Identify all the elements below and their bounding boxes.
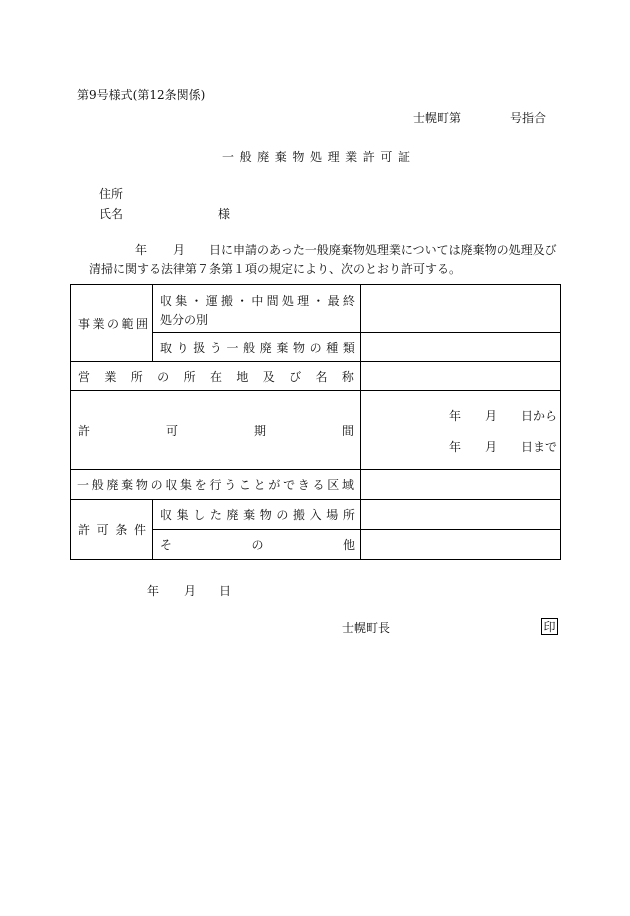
- title-char: 業: [345, 150, 358, 164]
- label-char: 分: [172, 313, 185, 327]
- label-char: 及: [262, 369, 275, 384]
- issue-date-month: 月: [184, 584, 197, 598]
- scope-item2-cell: [153, 333, 360, 361]
- label-char: 可: [96, 523, 109, 537]
- label-char: 物: [293, 340, 306, 355]
- scope-label: [78, 315, 148, 332]
- label-char: き: [297, 478, 310, 492]
- label-char: 地: [236, 369, 249, 384]
- label-char: 一: [226, 340, 239, 355]
- label-char: う: [209, 340, 222, 355]
- period-from-year: 年: [449, 409, 462, 423]
- conditions-item1-label: [160, 506, 355, 523]
- period-from-month: 月: [485, 409, 498, 423]
- office-label-cell: [71, 362, 360, 390]
- seal-char: 印: [543, 619, 556, 634]
- scope-item1-cell: [153, 285, 360, 332]
- label-char: 取: [160, 340, 173, 355]
- label-char: 期: [253, 423, 266, 438]
- title-char: 証: [397, 150, 410, 164]
- conditions-label-cell: [71, 500, 152, 559]
- label-char: 事: [78, 316, 91, 331]
- label-char: 所: [183, 369, 196, 384]
- label-char: 収: [160, 508, 173, 522]
- label-char: 一: [77, 478, 90, 492]
- label-char: 条: [115, 523, 128, 537]
- period-to-month: 月: [485, 440, 498, 454]
- label-char: ・: [236, 294, 249, 308]
- label-char: の: [150, 478, 163, 492]
- permit-table: [70, 284, 561, 560]
- label-char: 可: [165, 423, 178, 438]
- label-char: 名: [315, 369, 328, 384]
- label-char: 理: [297, 294, 310, 308]
- period-to-day: 日まで: [521, 440, 558, 454]
- label-char: こ: [238, 478, 251, 492]
- label-char: 集: [175, 294, 188, 308]
- title-char: 般: [239, 150, 252, 164]
- label-char: の: [309, 340, 322, 355]
- conditions-item2-label: [160, 536, 355, 553]
- label-char: 入: [309, 508, 322, 522]
- label-char: ・: [312, 294, 325, 308]
- label-char: 別: [196, 313, 209, 327]
- form-number: 第9号様式(第12条関係): [77, 88, 206, 102]
- label-char: の: [157, 369, 170, 384]
- title-char: 処: [309, 150, 322, 164]
- title-char: 棄: [274, 150, 287, 164]
- label-char: 処: [160, 313, 173, 327]
- title-char: 廃: [257, 150, 270, 164]
- seal-mark: [541, 618, 558, 635]
- label-char: 許: [78, 423, 91, 438]
- honorific: 様: [218, 207, 231, 221]
- label-char: 廃: [259, 340, 272, 355]
- label-char: で: [283, 478, 296, 492]
- label-char: 所: [342, 508, 355, 522]
- label-char: 域: [341, 478, 354, 492]
- period-label: [78, 422, 354, 439]
- label-char: び: [289, 369, 302, 384]
- conditions-label: [78, 521, 146, 538]
- area-value[interactable]: [361, 470, 560, 499]
- label-char: 集: [176, 508, 189, 522]
- office-value[interactable]: [361, 362, 560, 390]
- body-line1: に申請のあった一般廃棄物処理業については廃棄物の処理及び: [221, 243, 557, 257]
- label-char: 場: [326, 508, 339, 522]
- label-char: 種: [326, 340, 339, 355]
- area-label-cell: [71, 470, 360, 499]
- label-char: 間: [341, 423, 354, 438]
- label-char: 間: [266, 294, 279, 308]
- period-label-cell: [71, 391, 360, 469]
- scope-item1-line2: [160, 311, 355, 328]
- office-label: [78, 368, 354, 385]
- label-char: 廃: [106, 478, 119, 492]
- label-char: 行: [209, 478, 222, 492]
- label-char: 物: [135, 478, 148, 492]
- label-char: 区: [327, 478, 340, 492]
- label-char: 他: [342, 538, 355, 552]
- label-char: そ: [160, 538, 173, 552]
- label-char: 搬: [220, 294, 233, 308]
- issue-date-year: 年: [147, 584, 160, 598]
- label-char: り: [176, 340, 189, 355]
- conditions-item1-cell: [153, 500, 360, 529]
- label-char: の: [106, 316, 119, 331]
- label-char: 営: [78, 369, 91, 384]
- label-char: と: [253, 478, 266, 492]
- title-char: 理: [327, 150, 340, 164]
- label-char: の: [276, 508, 289, 522]
- label-char: 囲: [135, 316, 148, 331]
- label-char: 物: [259, 508, 272, 522]
- label-char: 範: [121, 316, 134, 331]
- label-char: 業: [104, 369, 117, 384]
- area-label: [77, 476, 354, 493]
- label-char: 収: [165, 478, 178, 492]
- label-char: 件: [133, 523, 146, 537]
- conditions-item1-value[interactable]: [361, 500, 560, 529]
- scope-item1-line1: [160, 292, 355, 309]
- label-char: を: [194, 478, 207, 492]
- conditions-item2-cell: [153, 530, 360, 559]
- period-from-day: 日から: [521, 409, 558, 423]
- label-char: 許: [78, 523, 91, 537]
- title-char: 可: [380, 150, 393, 164]
- body-date-day: 日: [209, 243, 222, 257]
- label-char: 業: [92, 316, 105, 331]
- issuer-title: 士幌町長: [342, 621, 391, 635]
- address-label: 住所: [99, 187, 124, 201]
- label-char: 般: [243, 340, 256, 355]
- label-char: 扱: [193, 340, 206, 355]
- label-char: 棄: [276, 340, 289, 355]
- label-char: 運: [205, 294, 218, 308]
- designation-suffix: 号指合: [510, 111, 547, 125]
- label-char: 棄: [121, 478, 134, 492]
- label-char: た: [209, 508, 222, 522]
- label-char: る: [312, 478, 325, 492]
- label-char: 棄: [243, 508, 256, 522]
- scope-item1-value[interactable]: [361, 285, 560, 332]
- scope-item2-label: [160, 339, 355, 356]
- scope-label-cell: [71, 285, 152, 361]
- label-char: の: [184, 313, 197, 327]
- name-label: 氏名: [99, 207, 124, 221]
- label-char: 所: [130, 369, 143, 384]
- label-char: ・: [190, 294, 203, 308]
- label-char: 最: [327, 294, 340, 308]
- conditions-item2-value[interactable]: [361, 530, 560, 559]
- label-char: 廃: [226, 508, 239, 522]
- title-char: 物: [292, 150, 305, 164]
- label-char: 在: [209, 369, 222, 384]
- scope-item2-value[interactable]: [361, 333, 560, 361]
- label-char: の: [251, 538, 264, 552]
- body-date-year: 年: [135, 243, 148, 257]
- body-line2: 清掃に関する法律第７条第１項の規定により、次のとおり許可する。: [89, 262, 462, 276]
- label-char: 集: [180, 478, 193, 492]
- label-char: 中: [251, 294, 264, 308]
- label-char: 処: [281, 294, 294, 308]
- body-date-month: 月: [173, 243, 186, 257]
- label-char: 般: [91, 478, 104, 492]
- period-value-cell[interactable]: [361, 391, 560, 469]
- period-to-year: 年: [449, 440, 462, 454]
- label-char: う: [224, 478, 237, 492]
- designation-prefix: 士幌町第: [413, 111, 462, 125]
- label-char: 終: [342, 294, 355, 308]
- issue-date-day: 日: [219, 584, 232, 598]
- label-char: 搬: [293, 508, 306, 522]
- label-char: 称: [341, 369, 354, 384]
- document-title: [222, 148, 410, 165]
- label-char: 類: [342, 340, 355, 355]
- label-char: が: [268, 478, 281, 492]
- title-char: 許: [362, 150, 375, 164]
- label-char: し: [193, 508, 206, 522]
- title-char: 一: [222, 150, 235, 164]
- label-char: 収: [160, 294, 173, 308]
